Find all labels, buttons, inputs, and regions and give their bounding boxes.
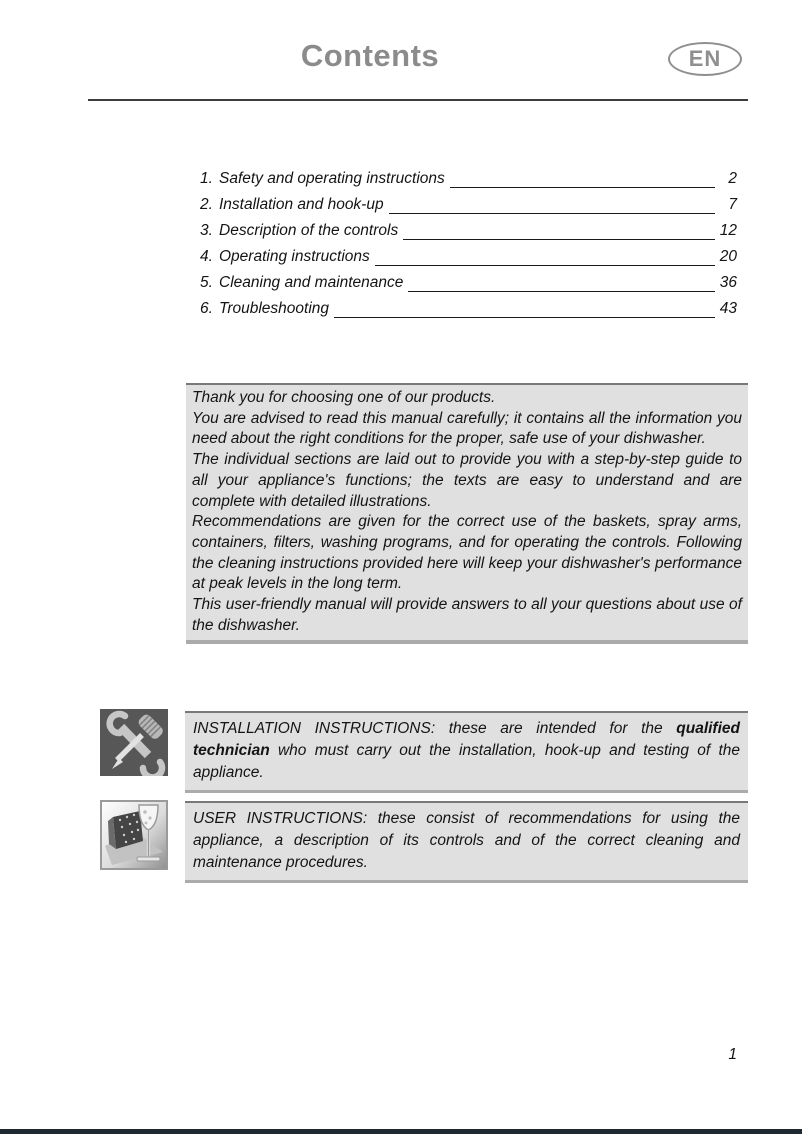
toc-entry-label: Installation and hook-up — [219, 196, 384, 213]
toc-entry-page: 12 — [719, 222, 737, 239]
user-instructions-text: USER INSTRUCTIONS: these consist of recommendations for using the appliance, a description of its controls and of the correct cleaning and maintenance procedures. — [193, 810, 740, 871]
installation-text-bold: qualified technician — [193, 720, 740, 759]
intro-paragraph: Thank you for choosing one of our products. — [192, 389, 496, 406]
toc-entry-number: 4. — [200, 248, 213, 265]
toc-leader-line — [403, 239, 715, 240]
toc-leader-line — [375, 265, 715, 266]
installation-text-pre: INSTALLATION INSTRUCTIONS: these are intended for the — [193, 720, 677, 737]
footer-divider — [0, 1129, 802, 1134]
installation-instructions-note — [185, 711, 748, 793]
toc-leader-line — [389, 213, 715, 214]
language-badge-label: EN — [688, 46, 722, 71]
toc-entry-number: 2. — [200, 196, 213, 213]
toc-entry-page: 36 — [719, 274, 737, 291]
intro-paragraph: You are advised to read this manual carefully; it contains all the information you need about the right conditions for the proper, safe use of your dishwasher. — [192, 409, 742, 448]
toc-entry-page: 2 — [728, 170, 737, 187]
language-badge — [668, 42, 742, 76]
toc-entry-page: 7 — [728, 196, 737, 213]
toc-leader-line — [408, 291, 715, 292]
toc-entry-label: Description of the controls — [219, 222, 399, 239]
toc-entry-label: Cleaning and maintenance — [219, 274, 404, 291]
table-of-contents — [200, 166, 737, 322]
toc-entry-label: Safety and operating instructions — [219, 170, 445, 187]
installation-instructions-text — [193, 718, 740, 784]
user-instructions-note — [185, 801, 748, 883]
toc-entry-label: Troubleshooting — [219, 300, 330, 317]
toc-entry-number: 3. — [200, 222, 213, 239]
installation-text-post: who must carry out the installation, hook-up and testing of the appliance. — [193, 742, 740, 781]
toc-entry-controls — [200, 218, 737, 244]
header-divider — [88, 99, 748, 101]
intro-paragraph: The individual sections are laid out to provide you with a step-by-step guide to all your appliance's functions; the texts are easy to understand and are complete with detailed illustrations. — [192, 451, 742, 510]
toc-entry-cleaning — [200, 270, 737, 296]
toc-leader-line — [450, 187, 715, 188]
toc-leader-line — [334, 317, 715, 318]
page-title: Contents — [300, 38, 440, 73]
tools-icon — [100, 709, 168, 776]
toc-entry-label: Operating instructions — [219, 248, 370, 265]
intro-text-box — [186, 383, 748, 644]
toc-entry-safety — [200, 166, 737, 192]
toc-entry-number: 5. — [200, 274, 213, 291]
toc-entry-number: 1. — [200, 170, 213, 187]
toc-entry-troubleshooting — [200, 296, 737, 322]
toc-entry-operating — [200, 244, 737, 270]
intro-paragraph: Recommendations are given for the correct use of the baskets, spray arms, containers, filters, washing programs, and for operating the controls. Following the cleaning instructions provided here will keep your dishwasher's performance at peak levels in the long term. — [192, 513, 742, 593]
toc-entry-number: 6. — [200, 300, 213, 317]
toc-entry-page: 43 — [719, 300, 737, 317]
toc-entry-installation — [200, 192, 737, 218]
dishes-icon — [100, 800, 168, 870]
intro-paragraph: This user-friendly manual will provide answers to all your questions about use of the dishwasher. — [192, 596, 742, 634]
page-number: 1 — [728, 1046, 737, 1063]
toc-entry-page: 20 — [719, 248, 737, 265]
